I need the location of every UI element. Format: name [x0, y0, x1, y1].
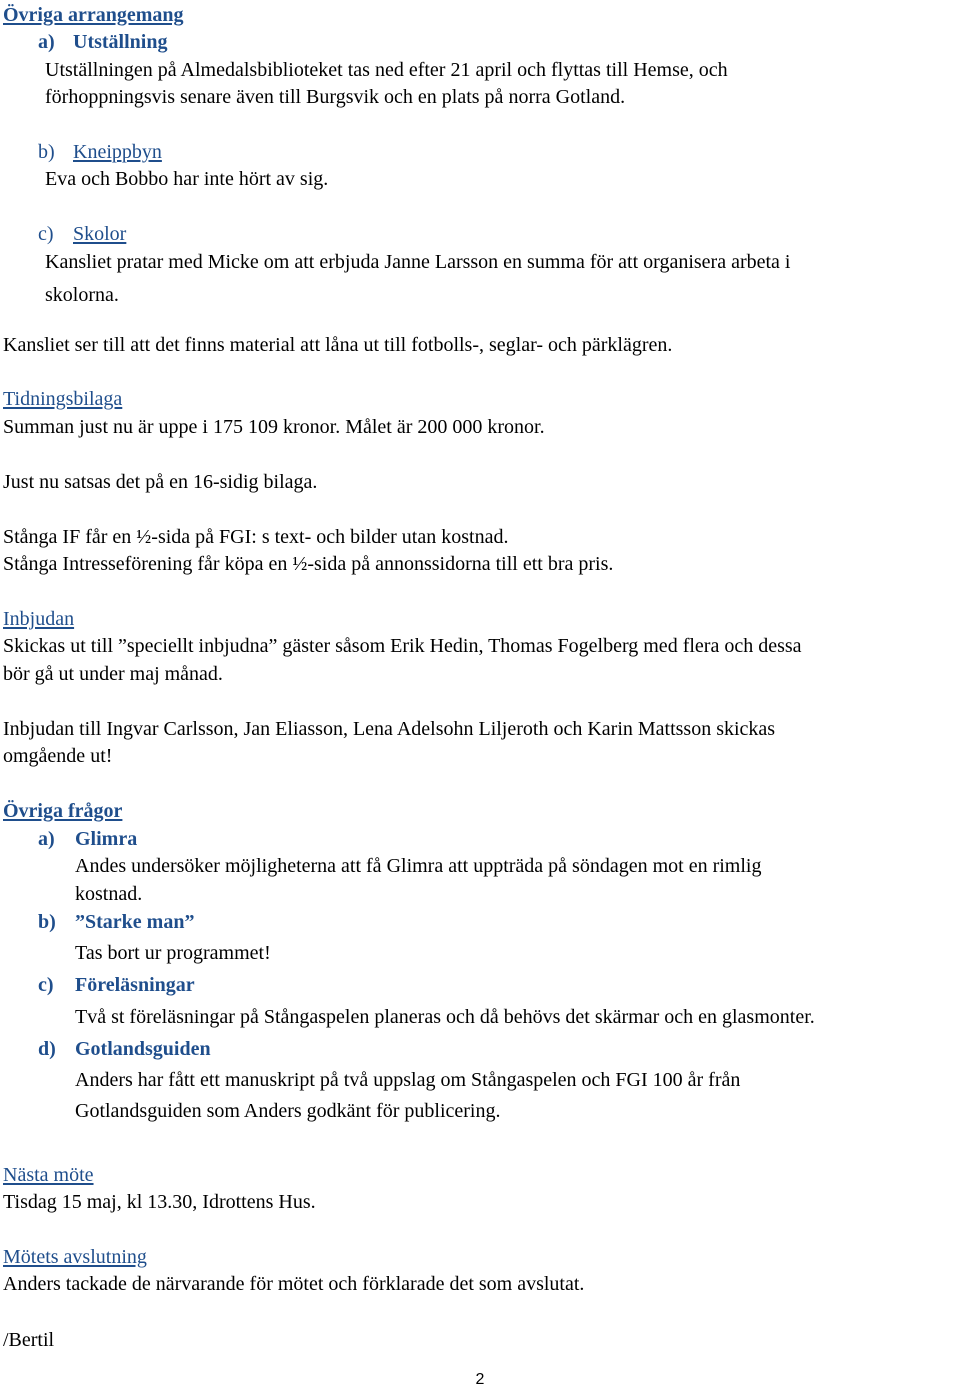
inbjudan-p2-line2: omgående ut! [3, 745, 113, 767]
inbjudan-p1-line1: Skickas ut till ”speciellt inbjudna” gäster såsom Erik Hedin, Thomas Fogelberg med flera och dessa [3, 635, 802, 657]
section-heading-inbjudan: Inbjudan [3, 608, 75, 630]
item-a-letter: a) [38, 31, 55, 53]
item-c-text-line1: Kansliet pratar med Micke om att erbjuda Janne Larsson en summa för att organisera arbeta i [45, 251, 791, 273]
item-c-letter: c) [38, 223, 54, 245]
kansliet-material-text: Kansliet ser till att det finns material att låna ut till fotbolls-, seglar- och pärklägren. [3, 334, 673, 356]
item-a-text-line1: Utställningen på Almedalsbiblioteket tas ned efter 21 april och flyttas till Hemse, och [45, 59, 728, 81]
fraga-d-letter: d) [38, 1038, 56, 1060]
fraga-c-text: Två st föreläsningar på Stångaspelen planeras och då behövs det skärmar och en glasmonter. [75, 1006, 815, 1028]
fraga-b-text: Tas bort ur programmet! [75, 942, 271, 964]
item-b-text: Eva och Bobbo har inte hört av sig. [45, 168, 329, 190]
fraga-d-title: Gotlandsguiden [75, 1038, 211, 1060]
item-a-title: Utställning [73, 31, 168, 53]
fraga-b-letter: b) [38, 911, 56, 933]
item-c-text-line2: skolorna. [45, 284, 119, 306]
fraga-b-title: ”Starke man” [75, 911, 195, 933]
item-b-title: Kneippbyn [73, 141, 162, 163]
inbjudan-p2-line1: Inbjudan till Ingvar Carlsson, Jan Eliasson, Lena Adelsohn Liljeroth och Karin Mattsson skickas [3, 718, 776, 740]
item-b-letter: b) [38, 141, 55, 163]
motets-avslutning-text: Anders tackade de närvarande för mötet och förklarade det som avslutat. [3, 1273, 585, 1295]
tidningsbilaga-bilaga: Just nu satsas det på en 16-sidig bilaga. [3, 471, 318, 493]
page-number: 2 [475, 1371, 485, 1388]
section-heading-ovriga-fragor: Övriga frågor [3, 800, 123, 822]
fraga-a-title: Glimra [75, 828, 138, 850]
tidningsbilaga-summa: Summan just nu är uppe i 175 109 kronor. Målet är 200 000 kronor. [3, 416, 545, 438]
fraga-d-text-line1: Anders har fått ett manuskript på två uppslag om Stångaspelen och FGI 100 år från [75, 1069, 741, 1091]
fraga-c-title: Föreläsningar [75, 974, 195, 996]
section-heading-motets-avslutning: Mötets avslutning [3, 1246, 147, 1268]
section-heading-tidningsbilaga: Tidningsbilaga [3, 388, 123, 410]
section-heading-nasta-mote: Nästa möte [3, 1164, 94, 1186]
fraga-a-text-line1: Andes undersöker möjligheterna att få Glimra att uppträda på söndagen mot en rimlig [75, 855, 762, 877]
section-heading-ovriga-arrangemang: Övriga arrangemang [3, 4, 184, 26]
tidningsbilaga-stanga-if: Stånga IF får en ½-sida på FGI: s text- och bilder utan kostnad. [3, 526, 509, 548]
signature: /Bertil [3, 1329, 55, 1351]
inbjudan-p1-line2: bör gå ut under maj månad. [3, 663, 223, 685]
tidningsbilaga-stanga-intresseforening: Stånga Intresseförening får köpa en ½-sida på annonssidorna till ett bra pris. [3, 553, 614, 575]
fraga-c-letter: c) [38, 974, 54, 996]
fraga-a-text-line2: kostnad. [75, 883, 143, 905]
item-a-text-line2: förhoppningsvis senare även till Burgsvik och en plats på norra Gotland. [45, 86, 626, 108]
nasta-mote-text: Tisdag 15 maj, kl 13.30, Idrottens Hus. [3, 1191, 316, 1213]
fraga-a-letter: a) [38, 828, 55, 850]
item-c-title: Skolor [73, 223, 127, 245]
fraga-d-text-line2: Gotlandsguiden som Anders godkänt för publicering. [75, 1100, 501, 1122]
